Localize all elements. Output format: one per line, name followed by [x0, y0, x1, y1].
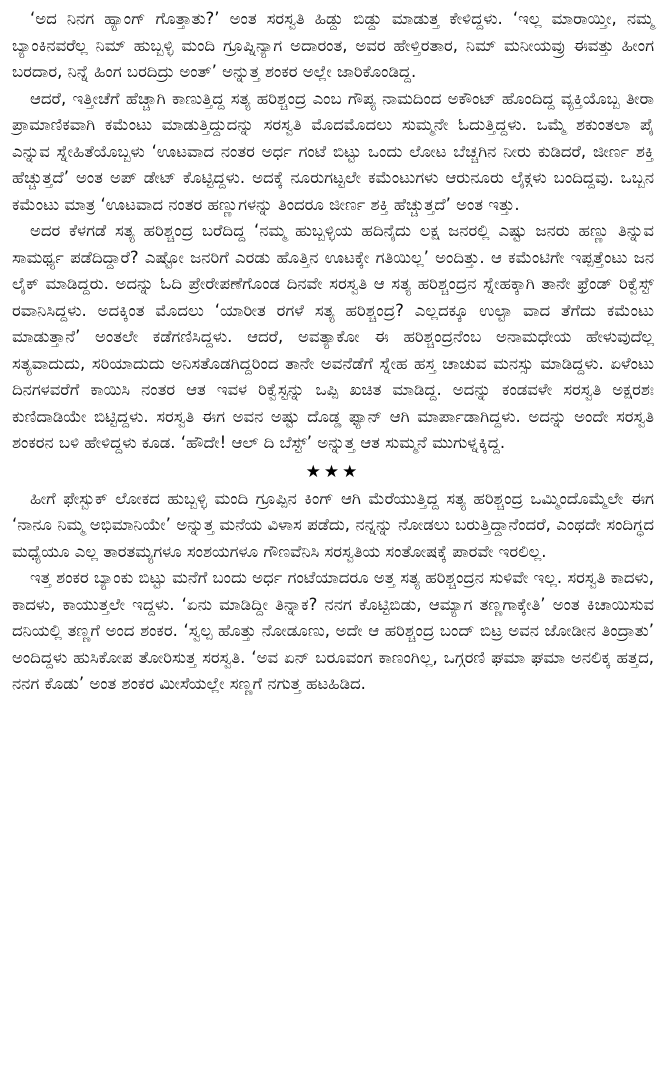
- section-separator-stars: ★★★: [305, 461, 361, 482]
- document-page: [12, 6, 654, 698]
- paragraph-conversation-opening: ‘ಅದ ನಿನಗ ಹ್ಯಾಂಗ್ ಗೊತ್ತಾತು?’ ಅಂತ ಸರಸ್ವತಿ ಹಿಡ್ದು ಬಿಡ್ದು ಮಾಡುತ್ತ ಕೇಳಿದ್ದಳು. ‘ಇಲ್ಲ ಮಾರಾಯ್ತೀ, ನಮ್ಮ ಬ್ಯಾಂಕಿನವರೆಲ್ಲ ನಿಮ್ ಹುಬ್ಬಳ್ಳಿ ಮಂದಿ ಗ್ರೂಪ್ನಿನ್ಯಾಗ ಅದಾರಂತ, ಅವರ ಹೇಳ್ತಿರತಾರ, ನಿಮ್ ಮನೀಯವ್ರು ಈವತ್ತು ಹೀಂಗ ಬರದಾರ, ನಿನ್ನೆ ಹಿಂಗ ಬರದಿದ್ರು ಅಂತ್’ ಅನ್ನುತ್ತ ಶಂಕರ ಅಲ್ಲೇ ಜಾರಿಕೊಂಡಿದ್ದ.: [12, 9, 654, 81]
- paragraph-dinner-wait: ಇತ್ತ ಶಂಕರ ಬ್ಯಾಂಕು ಬಿಟ್ಟು ಮನೆಗೆ ಬಂದು ಅರ್ಧ ಗಂಟೆಯಾದರೂ ಅತ್ತ ಸತ್ಯ ಹರಿಶ್ಚಂದ್ರನ ಸುಳಿವೇ ಇಲ್ಲ. ಸರಸ್ವತಿ ಕಾದಳು, ಕಾದಳು, ಕಾಯುತ್ತಲೇ ಇದ್ದಳು. ‘ಏನು ಮಾಡಿದ್ದೀ ತಿನ್ನಾಕ? ನನಗ ಕೊಟ್ಟಿಬಿಡು, ಆಮ್ಯಾಗ ತಣ್ಣಗಾಕ್ಕೇತಿ’ ಅಂತ ಕಿಚಾಯಿಸುವ ದನಿಯಲ್ಲಿ ತಣ್ಣಗೆ ಅಂದ ಶಂಕರ. ‘ಸ್ವಲ್ಪ ಹೊತ್ತು ನೋಡೂಣು, ಅದೇ ಆ ಹರಿಶ್ಚಂದ್ರ ಬಂದ್ ಬಿಟ್ರ ಅವನ ಜೋಡೀನ ತಿಂದ್ರಾತು’ ಅಂದಿದ್ದಳು ಹುಸಿಕೋಪ ತೋರಿಸುತ್ತ ಸರಸ್ವತಿ. ‘ಅವ ಏನ್ ಬರೂವಂಗ ಕಾಣಂಗಿಲ್ಲ, ಒಗ್ಗರಣಿ ಘಮಾ ಘಮಾ ಅನಲಿಕ್ಕ ಹತ್ತದ, ನನಗ ಕೊಡು’ ಅಂತ ಶಂಕರ ಮೀಸೆಯಲ್ಲೇ ಸಣ್ಣಗೆ ನಗುತ್ತ ಹಟಹಿಡಿದ.: [12, 568, 654, 693]
- paragraph-friend-request: ಅದರ ಕೆಳಗಡೆ ಸತ್ಯ ಹರಿಶ್ಚಂದ್ರ ಬರೆದಿದ್ದ ‘ನಮ್ಮ ಹುಬ್ಬಳ್ಳಿಯ ಹದಿನೈದು ಲಕ್ಷ ಜನರಲ್ಲಿ ಎಷ್ಟು ಜನರು ಹಣ್ಣು ತಿನ್ನುವ ಸಾಮರ್ಥ್ಯ ಪಡೆದಿದ್ದಾರೆ? ಎಷ್ಟೋ ಜನರಿಗೆ ಎರಡು ಹೊತ್ತಿನ ಊಟಕ್ಕೇ ಗತಿಯಿಲ್ಲ’ ಅಂದಿತ್ತು. ಆ ಕಮೆಂಟಿಗೇ ಇಪ್ಪತ್ತೆಂಟು ಜನ ಲೈಕ್ ಮಾಡಿದ್ದರು. ಅದನ್ನು ಓದಿ ಪ್ರೇರೇಪಣೆಗೊಂಡ ದಿನವೇ ಸರಸ್ವತಿ ಆ ಸತ್ಯ ಹರಿಶ್ಚಂದ್ರನ ಸ್ನೇಹಕ್ಕಾಗಿ ತಾನೇ ಫ್ರೆಂಡ್ ರಿಕ್ವೆಸ್ಟ್ ರವಾನಿಸಿದ್ದಳು. ಅದಕ್ಕಿಂತ ಮೊದಲು ‘ಯಾರೀತ ರಗಳೆ ಸತ್ಯ ಹರಿಶ್ಚಂದ್ರ? ಎಲ್ಲದಕ್ಕೂ ಉಲ್ಟಾ ವಾದ ತೆಗೆದು ಕಮೆಂಟು ಮಾಡುತ್ತಾನೆ’ ಅಂತಲೇ ಕಡೆಗಣಿಸಿದ್ದಳು. ಆದರೆ, ಅವತ್ಯಾಕೋ ಈ ಹರಿಶ್ಚಂದ್ರನೆಂಬ ಅನಾಮಧೇಯ ಹೇಳುವುದೆಲ್ಲ ಸತ್ಯವಾದುದು, ಸರಿಯಾದುದು ಅನಿಸತೊಡಗಿದ್ದರಿಂದ ತಾನೇ ಅವನೆಡೆಗೆ ಸ್ನೇಹ ಹಸ್ತ ಚಾಚುವ ಮನಸ್ಸು ಮಾಡಿದ್ದಳು. ಏಳೆಂಟು ದಿನಗಳವರೆಗೆ ಕಾಯಿಸಿ ನಂತರ ಆತ ಇವಳ ರಿಕ್ವೆಸ್ಟನ್ನು ಒಪ್ಪಿ ಖಚಿತ ಮಾಡಿದ್ದ. ಅದನ್ನು ಕಂಡವಳೇ ಸರಸ್ವತಿ ಅಕ್ಷರಶಃ ಕುಣಿದಾಡಿಯೇ ಬಿಟ್ಟಿದ್ದಳು. ಸರಸ್ವತಿ ಈಗ ಅವನ ಅಷ್ಟು ದೊಡ್ಡ ಫ್ಯಾನ್ ಆಗಿ ಮಾರ್ಪಾಡಾಗಿದ್ದಳು. ಅದನ್ನು ಅಂದೇ ಸರಸ್ವತಿ ಶಂಕರನ ಬಳಿ ಹೇಳಿದ್ದಳು ಕೂಡ. ‘ಹೌದೇ! ಆಲ್ ದಿ ಬೆಸ್ಟ್’ ಅನ್ನುತ್ತ ಆತ ಸುಮ್ಮನೆ ಮುಗುಳ್ನಕ್ಕಿದ್ದ.: [12, 221, 654, 452]
- paragraph-facebook-account-intro: ಆದರೆ, ಇತ್ತೀಚೆಗೆ ಹೆಚ್ಚಾಗಿ ಕಾಣುತ್ತಿದ್ದ ಸತ್ಯ ಹರಿಶ್ಚಂದ್ರ ಎಂಬ ಗೌಪ್ಯ ನಾಮದಿಂದ ಅಕೌಂಟ್ ಹೊಂದಿದ್ದ ವ್ಯಕ್ತಿಯೊಬ್ಬ ತೀರಾ ಪ್ರಾಮಾಣಿಕವಾಗಿ ಕಮೆಂಟು ಮಾಡುತ್ತಿದ್ದುದನ್ನು ಸರಸ್ವತಿ ಮೊದಮೊದಲು ಸುಮ್ಮನೇ ಓದುತ್ತಿದ್ದಳು. ಒಮ್ಮೆ ಶಕುಂತಲಾ ಪೈ ಎನ್ನುವ ಸ್ನೇಹಿತೆಯೊಬ್ಬಳು ‘ಊಟವಾದ ನಂತರ ಅರ್ಧ ಗಂಟೆ ಬಿಟ್ಟು ಒಂದು ಲೋಟ ಬೆಚ್ಚಗಿನ ನೀರು ಕುಡಿದರೆ, ಜೀರ್ಣ ಶಕ್ತಿ ಹೆಚ್ಚುತ್ತದೆ’ ಅಂತ ಅಪ್ ಡೇಟ್ ಕೊಟ್ಟಿದ್ದಳು. ಅದಕ್ಕೆ ನೂರುಗಟ್ಟಲೇ ಕಮೆಂಟುಗಳು ಆರುನೂರು ಲೈಕ್ಗಳು ಬಂದಿದ್ದವು. ಒಬ್ಬನ ಕಮೆಂಟು ಮಾತ್ರ ‘ಊಟವಾದ ನಂತರ ಹಣ್ಣುಗಳನ್ನು ತಿಂದರೂ ಜೀರ್ಣ ಶಕ್ತಿ ಹೆಚ್ಚುತ್ತದೆ’ ಅಂತ ಇತ್ತು.: [12, 88, 654, 214]
- paragraph-awaiting-visit: ಹೀಗೆ ಫೇಸ್ಬುಕ್ ಲೋಕದ ಹುಬ್ಬಳ್ಳಿ ಮಂದಿ ಗ್ರೂಪ್ಪಿನ ಕಿಂಗ್ ಆಗಿ ಮೆರೆಯುತ್ತಿದ್ದ ಸತ್ಯ ಹರಿಶ್ಚಂದ್ರ ಒಮ್ಮಿಂದೊಮ್ಮೆಲೇ ಈಗ ‘ನಾನೂ ನಿಮ್ಮ ಅಭಿಮಾನಿಯೇ’ ಅನ್ನುತ್ತ ಮನೆಯ ವಿಳಾಸ ಪಡೆದು, ನನ್ನನ್ನು ನೋಡಲು ಬರುತ್ತಿದ್ದಾನೆಂದರೆ, ಎಂಥದೇ ಸಂದಿಗ್ಧದ ಮಧ್ಯೆಯೂ ಎಲ್ಲ ತಾರತಮ್ಯಗಳೂ ಸಂಶಯಗಳೂ ಗೌಣವೆನಿಸಿ ಸರಸ್ವತಿಯ ಸಂತೋಷಕ್ಕೆ ಪಾರವೇ ಇರಲಿಲ್ಲ.: [12, 488, 654, 561]
